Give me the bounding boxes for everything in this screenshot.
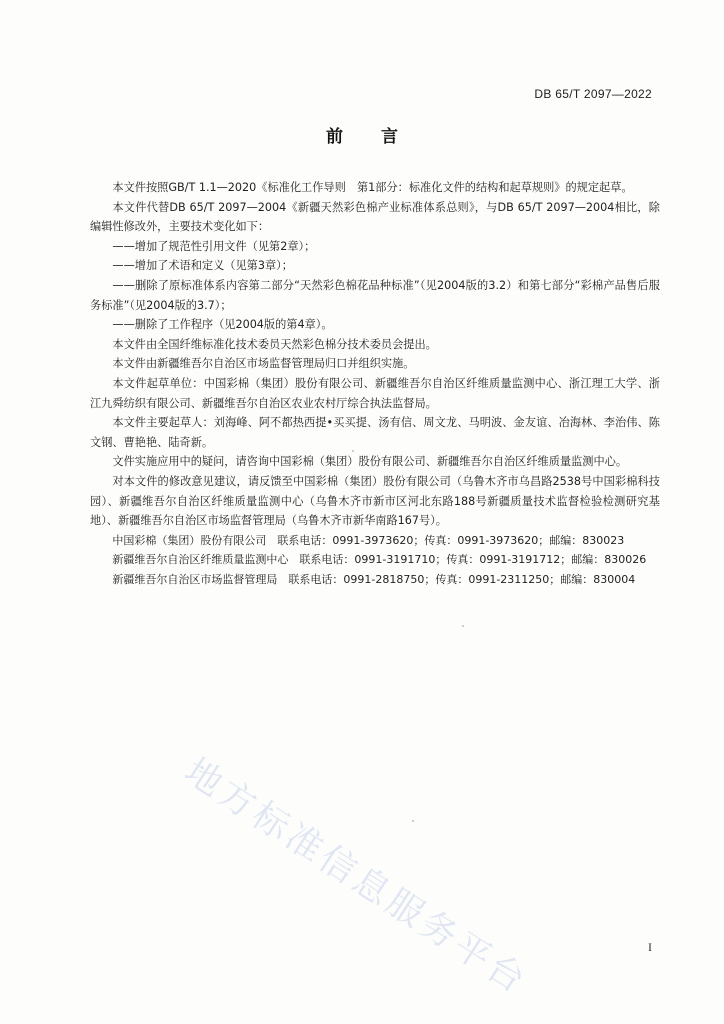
- scan-speck: [352, 450, 354, 452]
- contact-list: [90, 531, 660, 590]
- change-item: ——增加了术语和定义（见第3章）；: [112, 259, 293, 273]
- page-title: 前言: [326, 127, 436, 147]
- paragraph-feedback: 对本文件的修改意见建议，请反馈至中国彩棉（集团）股份有限公司（乌鲁木齐市乌昌路2538号中国彩棉科技园）、新疆维吾尔自治区纤维质量监测中心（乌鲁木齐市新市区河北东路188号新疆质量技术监督检验检测研究基地）、新疆维吾尔自治区市场监督管理局（乌鲁木齐市新华南路167号）。: [90, 474, 660, 528]
- paragraph-administrator: 本文件由新疆维吾尔自治区市场监督管理局归口并组织实施。: [112, 357, 415, 371]
- paragraph-drafting-units: 本文件起草单位：中国彩棉（集团）股份有限公司、新疆维吾尔自治区纤维质量监测中心、浙江理工大学、浙江九舜纺织有限公司、新疆维吾尔自治区农业农村厅综合执法监督局。: [90, 376, 660, 410]
- paragraph-drafting-rules: 本文件按照GB/T 1.1—2020《标准化工作导则 第1部分：标准化文件的结构和起草规则》的规定起草。: [112, 181, 633, 194]
- paragraph-proposer: 本文件由全国纤维标准化技术委员天然彩色棉分技术委员会提出。: [112, 337, 437, 351]
- contact-line: 新疆维吾尔自治区纤维质量监测中心 联系电话：0991-3191710；传真：0991-3191712；邮编：830026: [112, 553, 647, 567]
- change-item: ——删除了原标准体系内容第二部分“天然彩色棉花品种标准”（见2004版的3.2）和第七部分“彩棉产品售后服务标准”（见2004版的3.7）；: [90, 278, 660, 312]
- change-item: ——增加了规范性引用文件（见第2章）；: [112, 239, 316, 253]
- change-item: ——删除了工作程序（见2004版的第4章）。: [112, 318, 333, 332]
- scan-speck: [412, 820, 414, 822]
- contact-line: 中国彩棉（集团）股份有限公司 联系电话：0991-3973620；传真：0991-3973620；邮编：830023: [112, 533, 625, 547]
- page-number: I: [648, 940, 652, 954]
- contact-line: 新疆维吾尔自治区市场监督管理局 联系电话：0991-2818750；传真：0991-2311250；邮编：830004: [112, 572, 636, 586]
- scan-speck: [462, 625, 464, 627]
- watermark: 地方标准信息服务平台: [177, 750, 536, 1004]
- paragraph-replacement: 本文件代替DB 65/T 2097—2004《新疆天然彩色棉产业标准体系总则》，与DB 65/T 2097—2004相比，除编辑性修改外，主要技术变化如下：: [90, 200, 660, 234]
- document-body: [90, 178, 660, 589]
- paragraph-drafters: 本文件主要起草人：刘海峰、阿不都热西提•买买提、汤有信、周文龙、马明波、金友谊、冶海林、李治伟、陈文钢、曹艳艳、陆奇新。: [90, 416, 660, 449]
- paragraph-inquiries: 文件实施应用中的疑问，请咨询中国彩棉（集团）股份有限公司、新疆维吾尔自治区纤维质量监测中心。: [112, 455, 628, 469]
- document-code: DB 65/T 2097—2022: [534, 87, 652, 101]
